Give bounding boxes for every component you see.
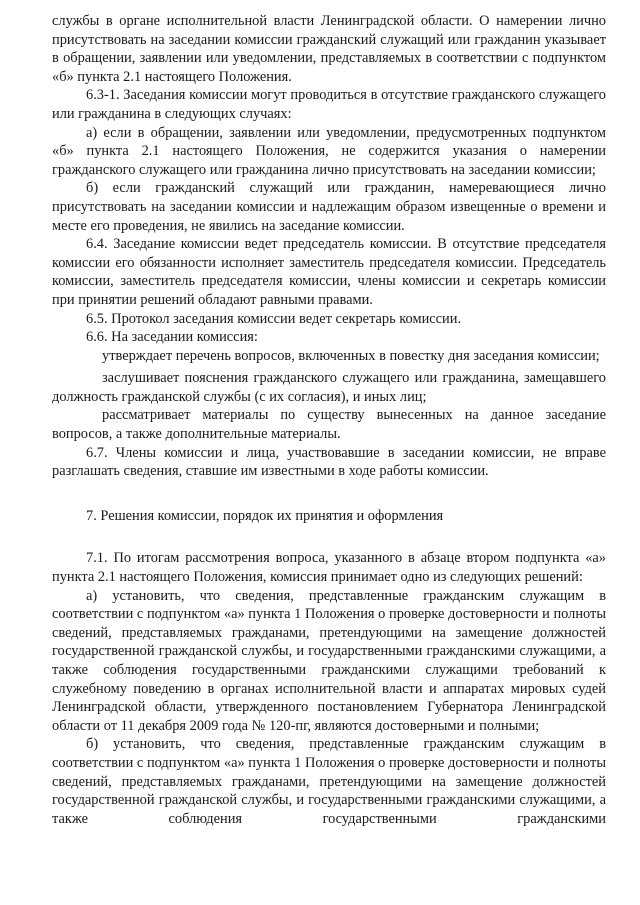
paragraph-6-3-1-a: а) если в обращении, заявлении или уведомлении, предусмотренных подпунктом «б» пункта 2.1 настоящего Положения, не содержится указания о намерении гражданского служащего или гражданина лично присутствовать на заседании комиссии; xyxy=(52,124,606,178)
paragraph-6-6-item-3: рассматривает материалы по существу вынесенных на данное заседание вопросов, а также дополнительные материалы. xyxy=(52,407,606,443)
section-6-body xyxy=(52,12,606,481)
paragraph-7-1-a: а) установить, что сведения, представленные гражданским служащим в соответствии с подпунктом «а» пункта 1 Положения о проверке достоверности и полноты сведений, представляемых гражданами, претендующими на замещение должностей государственной гражданской службы, и государственными гражданскими служащими, а также соблюдения государственными гражданскими служащими требований к служебному поведению в органах исполнительной власти и аппаратах мировых судей Ленинградской области, утвержденного постановлением Губернатора Ленинградской области от 11 декабря 2009 года № 120-пг, являются достоверными и полными; xyxy=(52,587,606,734)
paragraph-6-3-1: 6.3-1. Заседания комиссии могут проводиться в отсутствие гражданского служащего или гражданина в следующих случаях: xyxy=(52,87,606,122)
paragraph-6-4: 6.4. Заседание комиссии ведет председатель комиссии. В отсутствие председателя комиссии его обязанности исполняет заместитель председателя комиссии. Председатель комиссии, заместитель председателя комиссии, члены комиссии и секретарь комиссии при принятии решений обладают равными правами. xyxy=(52,236,606,308)
paragraph-continuation: службы в органе исполнительной власти Ленинградской области. О намерении лично присутствовать на заседании комиссии гражданский служащий или гражданин указывает в обращении, заявлении или уведомлении, представляемых в соответствии с подпунктом «б» пункта 2.1 настоящего Положения. xyxy=(52,13,606,85)
paragraph-6-6-item-2: заслушивает пояснения гражданского служащего или гражданина, замещавшего должность гражданской службы (с их согласия), и иных лиц; xyxy=(52,370,606,405)
paragraph-7-1-b: б) установить, что сведения, представленные гражданским служащим в соответствии с подпунктом «а» пункта 1 Положения о проверке достоверности и полноты сведений, представляемых гражданами, претендующими на замещение должностей государственной гражданской службы, и государственными гражданскими служащими, а также соблюдения государственными гражданскими xyxy=(52,736,606,827)
paragraph-6-3-1-b: б) если гражданский служащий или гражданин, намеревающиеся лично присутствовать на заседании комиссии и надлежащим образом извещенные о времени и месте его проведения, не явились на заседание комиссии. xyxy=(52,180,606,234)
paragraph-6-7: 6.7. Члены комиссии и лица, участвовавшие в заседании комиссии, не вправе разглашать сведения, ставшие им известными в ходе работы комиссии. xyxy=(52,444,606,480)
paragraph-6-5: 6.5. Протокол заседания комиссии ведет секретарь комиссии. xyxy=(86,310,462,327)
paragraph-6-6: 6.6. На заседании комиссия: xyxy=(86,329,258,346)
section-heading: 7. Решения комиссии, порядок их принятия и оформления xyxy=(86,507,444,524)
paragraph-6-6-item-1: утверждает перечень вопросов, включенных в повестку дня заседания комиссии; xyxy=(102,347,600,364)
paragraph-7-1: 7.1. По итогам рассмотрения вопроса, указанного в абзаце втором подпункта «а» пункта 2.1 настоящего Положения, комиссия принимает одно из следующих решений: xyxy=(52,550,606,586)
section-7-body xyxy=(52,549,606,828)
